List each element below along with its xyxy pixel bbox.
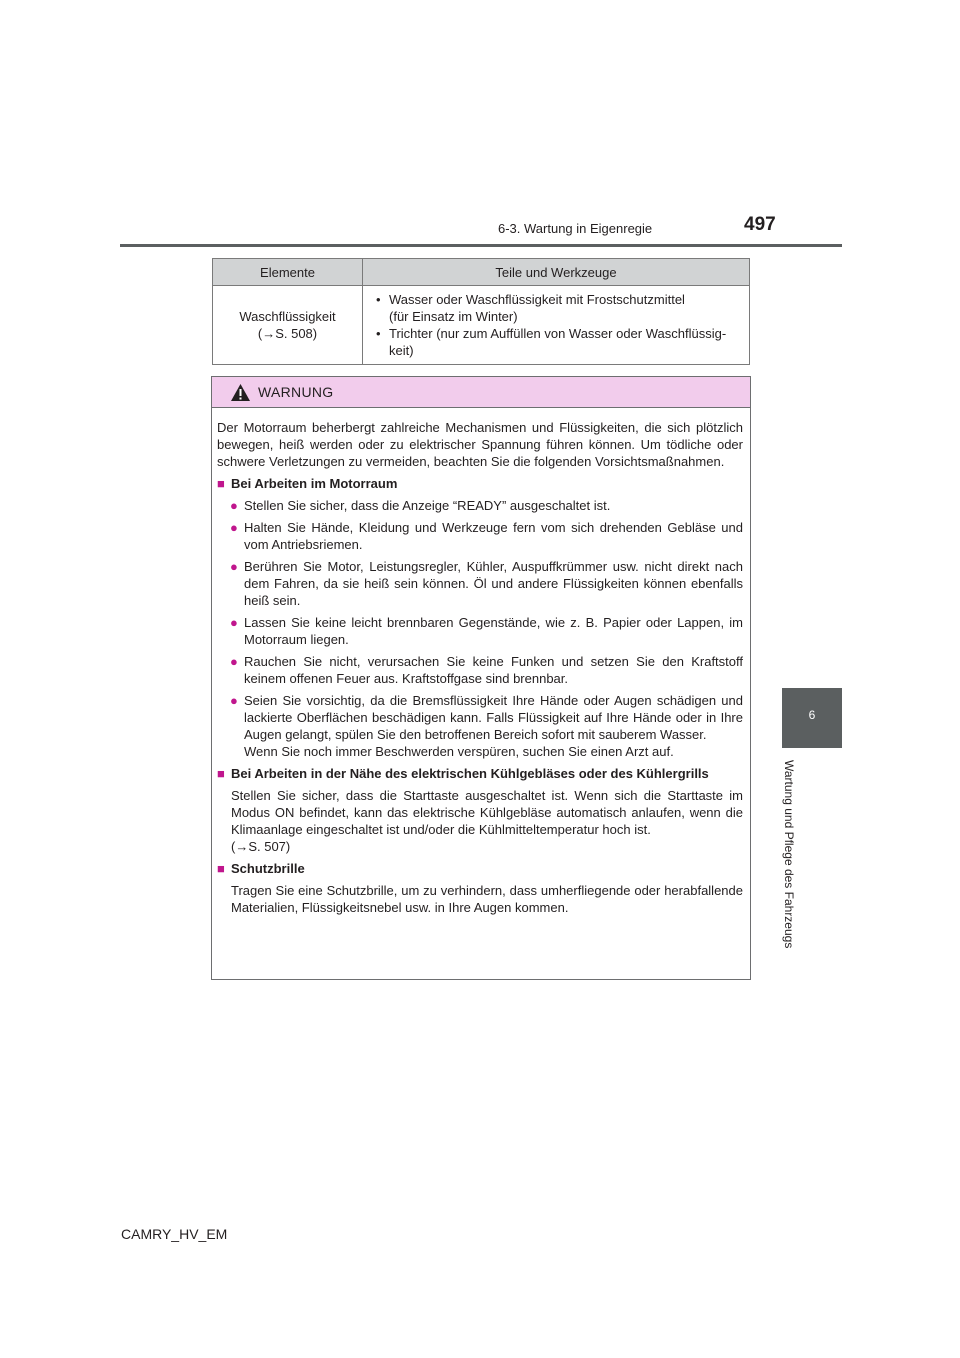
- cell-element: [213, 286, 363, 365]
- tool-text: Wasser oder Waschflüssigkeit mit Frostschutzmittel: [389, 292, 685, 307]
- square-bullet-icon: ■: [217, 766, 225, 781]
- cell-tools: [363, 286, 750, 365]
- list-item: ● Lassen Sie keine leicht brennbaren Gegenstände, wie z. B. Papier oder Lappen, im Motorraum liegen.: [230, 615, 743, 647]
- round-bullet-icon: ●: [230, 498, 238, 513]
- tool-item: [376, 325, 741, 359]
- list-item: ● Rauchen Sie nicht, verursachen Sie keine Funken und setzen Sie den Kraftstoff keinem offenen Feuer aus. Kraftstoffgase sind brennbar.: [230, 654, 743, 686]
- round-bullet-icon: ●: [230, 654, 238, 669]
- chapter-title-wrap: [782, 760, 806, 980]
- warning-body: [217, 419, 743, 921]
- section-heading: [217, 860, 743, 877]
- bullet: •: [376, 292, 381, 307]
- tool-text-cont: (für Einsatz im Winter): [389, 309, 518, 324]
- section-heading-text: Bei Arbeiten in der Nähe des elektrischen Kühlgebläses oder des Kühlergrills: [231, 766, 709, 781]
- chapter-title: Wartung und Pflege des Fahrzeugs: [782, 760, 796, 949]
- column-header-elements: Elemente: [213, 259, 363, 286]
- section-heading: [217, 475, 743, 492]
- square-bullet-icon: ■: [217, 476, 225, 491]
- header-section-title: 6-3. Wartung in Eigenregie: [498, 221, 653, 236]
- warning-title: WARNUNG: [258, 384, 334, 400]
- section-text: Tragen Sie eine Schutzbrille, um zu verhindern, dass umherfliegende oder herabfallende Materialien, Flüssigkeitsnebel usw. in Ihre Augen kommen.: [231, 883, 743, 915]
- tool-text: Trichter (nur zum Auffüllen von Wasser oder Waschflüssig-: [389, 326, 727, 341]
- column-header-parts-tools: Teile und Werkzeuge: [363, 259, 750, 286]
- table-header-row: [213, 259, 750, 286]
- item-note: Wenn Sie noch immer Beschwerden verspüren, suchen Sie einen Arzt auf.: [244, 744, 674, 759]
- section-heading: [217, 765, 743, 782]
- warning-header: [212, 377, 750, 408]
- round-bullet-icon: ●: [230, 615, 238, 630]
- square-bullet-icon: ■: [217, 861, 225, 876]
- tool-text-cont: keit): [389, 343, 414, 358]
- table-row: [213, 286, 750, 365]
- list-item: ● Seien Sie vorsichtig, da die Bremsflüssigkeit Ihre Hände oder Augen schädigen und lackierte Oberflächen beschädigen kann. Falls Flüssigkeit auf Ihre Hände oder in Ihre Augen gelangt, spülen Sie den betroffenen Bereich sofort mit sauberem Wasser. Wenn Sie noch immer Beschwerden verspüren, suchen Sie einen Arzt auf.: [230, 693, 743, 759]
- chapter-tab: [782, 688, 842, 748]
- header-rule: [120, 244, 842, 247]
- warning-intro: Der Motorraum beherbergt zahlreiche Mechanismen und Flüssigkeiten, die sich plötzlich bewegen, heiß werden oder zu elektrischer Spannung führen können. Um tödliche oder schwere Verletzungen zu vermeiden, beachten Sie die folgenden Vorsichtsmaßnahmen.: [217, 420, 743, 469]
- element-page-ref: (→S. 508): [257, 326, 318, 341]
- section-text: Stellen Sie sicher, dass die Starttaste ausgeschaltet ist. Wenn sich die Starttaste im Modus ON befindet, kann das elektrische Kühlgebläse automatisch anlaufen, wenn die Klimaanlage eingeschaltet ist und/oder die Kühlmitteltemperatur hoch ist. (→S. 507): [231, 788, 743, 854]
- model-code: CAMRY_HV_EM: [121, 1226, 228, 1242]
- section-heading-text: Bei Arbeiten im Motorraum: [231, 476, 398, 491]
- tool-item: [376, 291, 741, 325]
- list-item: ● Berühren Sie Motor, Leistungsregler, Kühler, Auspuffkrümmer usw. nicht direkt nach dem Fahren, da sie heiß sein können. Öl und andere Flüssigkeiten können ebenfalls heiß sein.: [230, 559, 743, 608]
- chapter-number: 6: [808, 708, 816, 722]
- list-item: ● Stellen Sie sicher, dass die Anzeige “READY” ausgeschaltet ist.: [230, 498, 611, 513]
- round-bullet-icon: ●: [230, 520, 238, 535]
- parts-table: [212, 258, 750, 365]
- element-name: Waschflüssigkeit: [239, 309, 336, 324]
- page-reference: (→S. 507): [231, 839, 291, 854]
- warning-triangle-icon: [230, 383, 251, 402]
- round-bullet-icon: ●: [230, 559, 238, 574]
- warning-box: [211, 376, 751, 980]
- section-heading-text: Schutzbrille: [231, 861, 305, 876]
- round-bullet-icon: ●: [230, 693, 238, 708]
- list-item: ● Halten Sie Hände, Kleidung und Werkzeuge fern vom sich drehenden Gebläse und vom Antriebsriemen.: [230, 520, 743, 552]
- page-number: 497: [744, 214, 776, 235]
- bullet: •: [376, 326, 381, 341]
